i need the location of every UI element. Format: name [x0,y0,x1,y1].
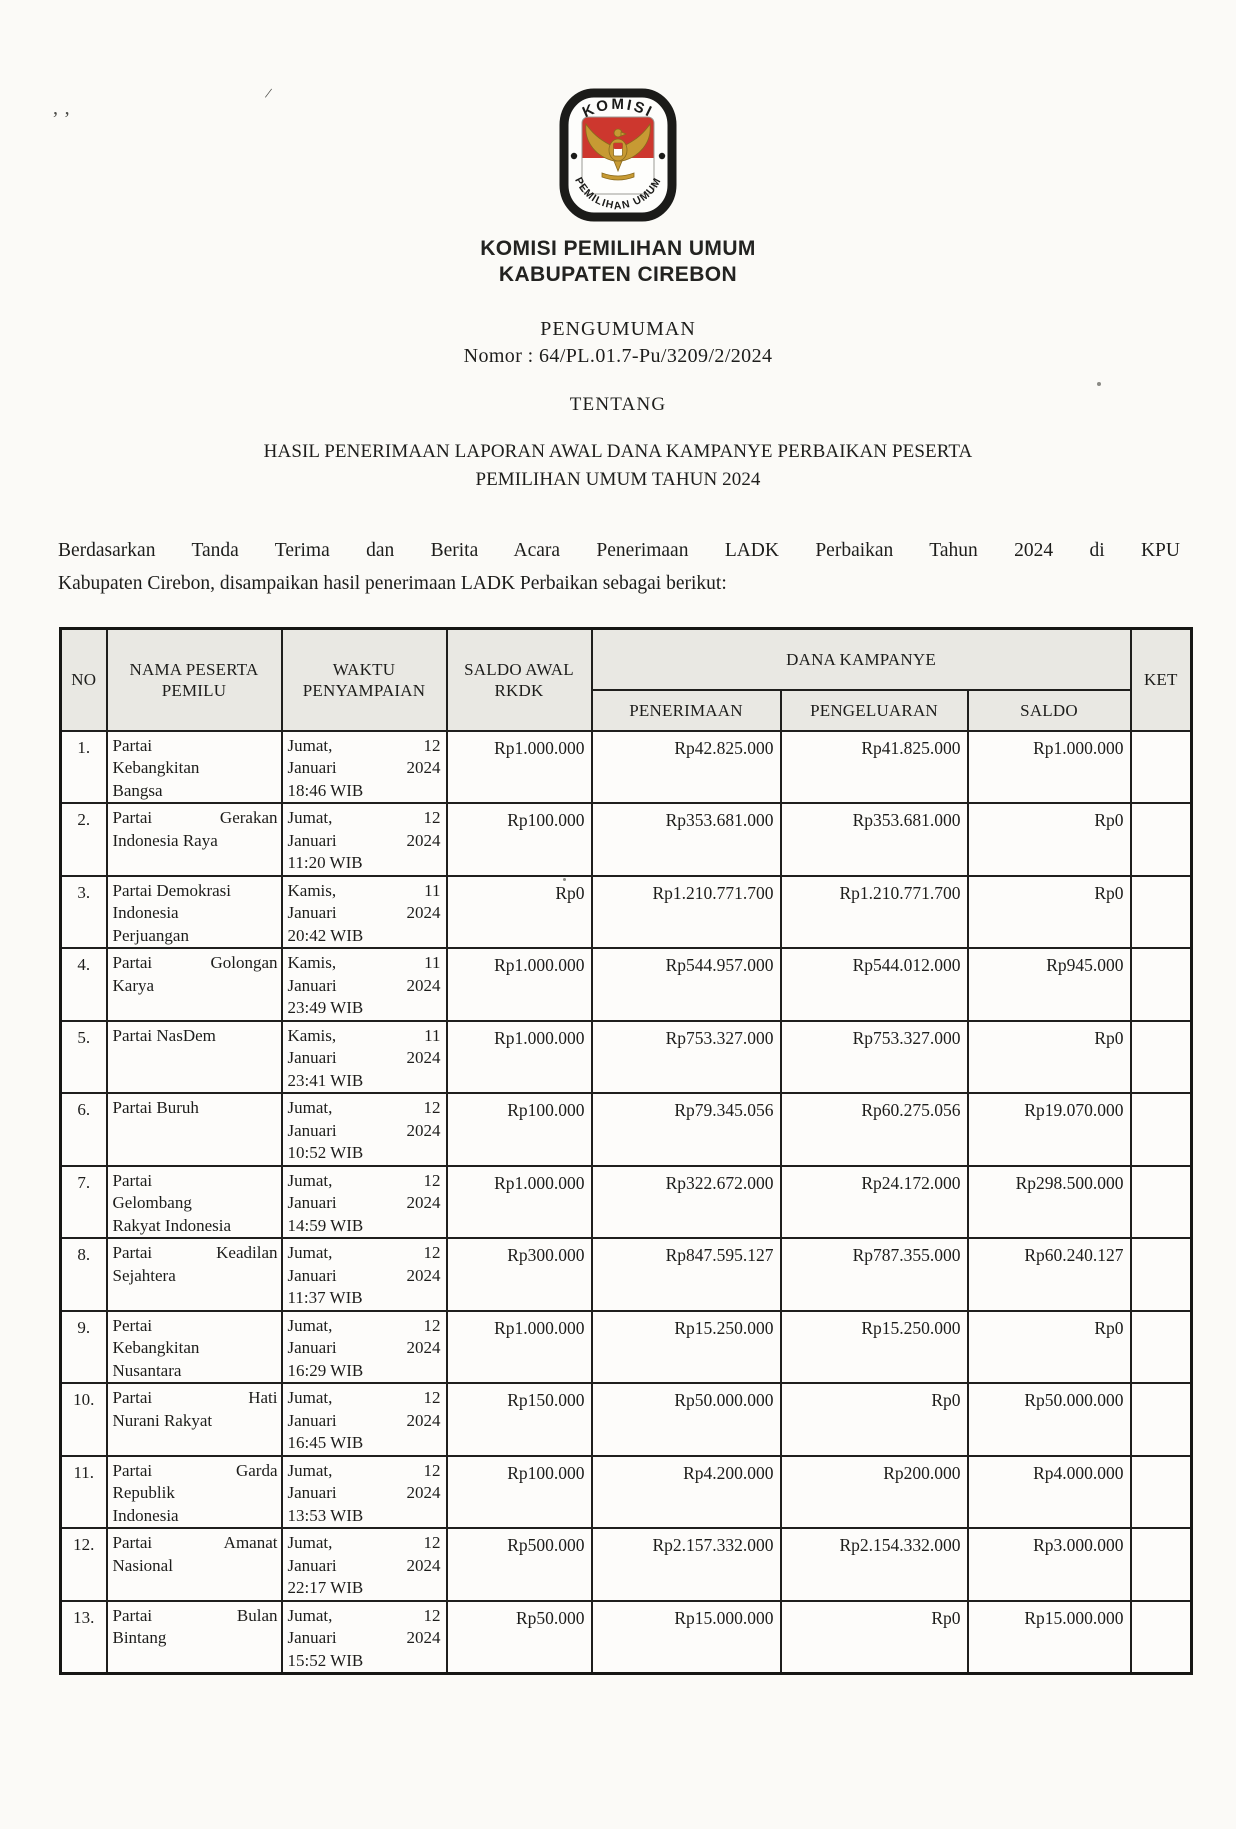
cell-no: 12. [61,1528,107,1601]
doc-number: Nomor : 64/PL.01.7-Pu/3209/2/2024 [463,345,773,367]
cell-pengeluaran: Rp24.172.000 [781,1166,968,1239]
cell-text-line: Partai Garda [112,1460,278,1480]
cell-penerimaan: Rp79.345.056 [592,1093,781,1166]
header-dana-kampanye: DANA KAMPANYE [592,629,1131,690]
cell-pengeluaran: Rp1.210.771.700 [781,876,968,949]
header-no: NO [61,629,107,731]
cell-no: 1. [61,731,107,804]
cell-ket [1131,1021,1192,1094]
cell-text-line: 13:53 WIB [287,1505,364,1525]
intro-paragraph [58,534,1180,600]
about-label: TENTANG [569,394,667,415]
cell-waktu-penyampaian [282,1528,447,1601]
cell-text-line: Indonesia [112,1505,179,1525]
header-saldo-awal: SALDO AWAL RKDK [447,629,592,731]
cell-text-line: Januari 2024 [287,830,441,850]
cell-ket [1131,1601,1192,1674]
org-line2: KABUPATEN CIREBON [498,263,738,286]
cell-text-line: 16:29 WIB [287,1360,364,1380]
cell-text-line: 16:45 WIB [287,1433,364,1452]
table-row [61,1166,1192,1239]
cell-saldo: Rp3.000.000 [968,1528,1131,1601]
cell-pengeluaran: Rp753.327.000 [781,1021,968,1094]
cell-text-line: Indonesia Raya [112,830,218,850]
cell-penerimaan: Rp50.000.000 [592,1383,781,1456]
cell-pengeluaran: Rp41.825.000 [781,731,968,804]
header-nama-peserta: NAMA PESERTA PEMILU [107,629,282,731]
cell-saldo: Rp0 [968,1021,1131,1094]
cell-no: 9. [61,1311,107,1384]
cell-ket [1131,1166,1192,1239]
table-row [61,948,1192,1021]
cell-text-line: Kamis, 11 [287,880,441,900]
cell-waktu-penyampaian [282,731,447,804]
document-page [0,86,1236,1675]
doc-title-line2: PEMILIHAN UMUM TAHUN 2024 [475,469,761,490]
cell-saldo-awal-rkdk: Rp300.000 [447,1238,592,1311]
cell-ket [1131,1528,1192,1601]
cell-no: 5. [61,1021,107,1094]
cell-penerimaan: Rp544.957.000 [592,948,781,1021]
cell-waktu-penyampaian [282,1166,447,1239]
cell-saldo-awal-rkdk: Rp1.000.000 [447,731,592,804]
cell-saldo-awal-rkdk: Rp1.000.000 [447,1166,592,1239]
table-row [61,1093,1192,1166]
cell-text-line: Jumat, 12 [287,1315,441,1335]
kpu-logo-graphic [557,86,679,224]
cell-text-line: Januari 2024 [287,1193,441,1212]
cell-text-line: 20:42 WIB [287,925,364,945]
cell-waktu-penyampaian [282,803,447,876]
cell-ket [1131,948,1192,1021]
cell-saldo: Rp945.000 [968,948,1131,1021]
cell-text-line: Jumat, 12 [287,1605,441,1625]
cell-party-name [107,731,282,804]
cell-pengeluaran: Rp0 [781,1601,968,1674]
cell-pengeluaran: Rp60.275.056 [781,1093,968,1166]
cell-text-line: Kebangkitan [112,1338,200,1357]
cell-ket [1131,803,1192,876]
cell-text-line: Januari 2024 [287,1483,441,1502]
kpu-logo [557,86,679,224]
cell-penerimaan: Rp15.000.000 [592,1601,781,1674]
cell-saldo: Rp19.070.000 [968,1093,1131,1166]
table-header [61,629,1192,731]
table-row [61,1456,1192,1529]
cell-penerimaan: Rp322.672.000 [592,1166,781,1239]
cell-ket [1131,1238,1192,1311]
cell-text-line: Partai [112,1170,153,1190]
intro-line2: Kabupaten Cirebon, disampaikan hasil penerimaan LADK Perbaikan sebagai berikut: [58,573,727,594]
header-penerimaan: PENERIMAAN [592,690,781,731]
cell-text-line: Partai Bulan [112,1605,278,1625]
cell-text-line: Partai Hati [112,1388,278,1407]
cell-text-line: Rakyat Indonesia [112,1215,231,1235]
cell-party-name [107,1093,282,1166]
cell-text-line: Partai Keadilan [112,1243,278,1262]
logo-top-text: KOMISI [579,95,657,122]
cell-saldo: Rp50.000.000 [968,1383,1131,1456]
cell-no: 2. [61,803,107,876]
cell-party-name [107,1456,282,1529]
cell-saldo-awal-rkdk: Rp100.000 [447,1093,592,1166]
cell-text-line: 22:17 WIB [287,1578,364,1597]
scan-artifact [1097,382,1101,386]
cell-party-name [107,1238,282,1311]
cell-no: 3. [61,876,107,949]
table-row [61,803,1192,876]
cell-text-line: Partai Amanat [112,1533,278,1552]
cell-saldo-awal-rkdk: Rp1.000.000 [447,1311,592,1384]
table-row [61,731,1192,804]
cell-ket [1131,1456,1192,1529]
cell-pengeluaran: Rp0 [781,1383,968,1456]
cell-party-name [107,1383,282,1456]
doc-title-line1: HASIL PENERIMAAN LAPORAN AWAL DANA KAMPANYE PERBAIKAN PESERTA [263,441,973,462]
cell-text-line: Bangsa [112,780,163,800]
cell-text-line: Jumat, 12 [287,1460,441,1480]
cell-no: 8. [61,1238,107,1311]
cell-no: 7. [61,1166,107,1239]
cell-text-line: Kamis, 11 [287,953,441,972]
cell-penerimaan: Rp353.681.000 [592,803,781,876]
table-row [61,1021,1192,1094]
announcement-table-body [61,731,1192,1674]
table-row [61,1383,1192,1456]
cell-no: 6. [61,1093,107,1166]
doc-type: PENGUMUMAN [540,318,696,340]
cell-text-line: 18:46 WIB [287,780,364,800]
cell-waktu-penyampaian [282,1601,447,1674]
cell-text-line: Jumat, 12 [287,1170,441,1190]
cell-saldo-awal-rkdk: Rp1.000.000 [447,948,592,1021]
org-line1: KOMISI PEMILIHAN UMUM [480,237,756,260]
table-row [61,1601,1192,1674]
scan-artifact: / [263,85,273,103]
cell-saldo-awal-rkdk: Rp1.000.000 [447,1021,592,1094]
header-pengeluaran: PENGELUARAN [781,690,968,731]
header-waktu: WAKTU PENYAMPAIAN [282,629,447,731]
scan-artifact: ’ ’ [52,108,71,130]
cell-text-line: Sejahtera [112,1265,176,1285]
cell-text-line: Nusantara [112,1360,182,1380]
cell-text-line: 23:41 WIB [287,1070,364,1090]
cell-no: 4. [61,948,107,1021]
cell-party-name [107,1021,282,1094]
cell-text-line: Perjuangan [112,925,189,945]
table-row [61,1238,1192,1311]
cell-party-name [107,1166,282,1239]
cell-text-line: 14:59 WIB [287,1215,364,1235]
cell-text-line: Partai Golongan [112,953,278,972]
cell-text-line: Nasional [112,1555,173,1575]
cell-text-line: Partai NasDem [112,1025,216,1045]
cell-penerimaan: Rp847.595.127 [592,1238,781,1311]
cell-penerimaan: Rp1.210.771.700 [592,876,781,949]
cell-text-line: Karya [112,975,155,995]
table-row [61,876,1192,949]
cell-text-line: Jumat, 12 [287,735,441,755]
cell-pengeluaran: Rp787.355.000 [781,1238,968,1311]
cell-text-line: Partai Gerakan [112,808,278,827]
cell-text-line: Gelombang [112,1193,192,1212]
cell-party-name [107,1528,282,1601]
cell-saldo-awal-rkdk: Rp500.000 [447,1528,592,1601]
cell-saldo-awal-rkdk: Rp100.000 [447,803,592,876]
cell-pengeluaran: Rp200.000 [781,1456,968,1529]
cell-party-name [107,803,282,876]
cell-waktu-penyampaian [282,876,447,949]
logo-bottom-text: PEMILIHAN UMUM [572,175,664,213]
cell-saldo: Rp0 [968,1311,1131,1384]
cell-text-line: 11:37 WIB [287,1288,363,1307]
cell-waktu-penyampaian [282,948,447,1021]
cell-text-line: Januari 2024 [287,1265,441,1285]
header-ket: KET [1131,629,1192,731]
cell-penerimaan: Rp753.327.000 [592,1021,781,1094]
cell-party-name [107,948,282,1021]
cell-text-line: Partai Buruh [112,1098,199,1117]
cell-waktu-penyampaian [282,1456,447,1529]
logo-right-dot [659,153,665,159]
cell-text-line: Indonesia [112,903,179,922]
cell-saldo: Rp1.000.000 [968,731,1131,804]
cell-text-line: Januari 2024 [287,1555,441,1575]
cell-text-line: Januari 2024 [287,1120,441,1140]
doc-title [0,438,1236,494]
cell-penerimaan: Rp2.157.332.000 [592,1528,781,1601]
cell-text-line: Bintang [112,1628,167,1647]
header-saldo: SALDO [968,690,1131,731]
cell-party-name [107,1601,282,1674]
cell-waktu-penyampaian [282,1311,447,1384]
cell-saldo: Rp4.000.000 [968,1456,1131,1529]
cell-ket [1131,731,1192,804]
cell-penerimaan: Rp42.825.000 [592,731,781,804]
cell-text-line: Januari 2024 [287,1048,441,1067]
cell-text-line: Januari 2024 [287,903,441,922]
cell-waktu-penyampaian [282,1021,447,1094]
logo-left-dot [571,153,577,159]
cell-text-line: 11:20 WIB [287,853,363,872]
cell-text-line: 15:52 WIB [287,1650,364,1670]
cell-text-line: Januari 2024 [287,1410,441,1430]
cell-ket [1131,876,1192,949]
cell-text-line: Januari 2024 [287,1628,441,1647]
cell-text-line: Januari 2024 [287,1338,441,1357]
cell-pengeluaran: Rp544.012.000 [781,948,968,1021]
cell-saldo: Rp298.500.000 [968,1166,1131,1239]
cell-party-name [107,1311,282,1384]
cell-saldo: Rp0 [968,876,1131,949]
intro-line1: Berdasarkan Tanda Terima dan Berita Acara Penerimaan LADK Perbaikan Tahun 2024 di KPU [58,540,1180,561]
cell-text-line: Kamis, 11 [287,1025,441,1045]
cell-text-line: Partai Demokrasi [112,880,231,900]
cell-no: 10. [61,1383,107,1456]
table-row [61,1311,1192,1384]
cell-text-line: Januari 2024 [287,758,441,777]
cell-text-line: Republik [112,1483,175,1502]
cell-text-line: Jumat, 12 [287,808,441,827]
cell-text-line: Jumat, 12 [287,1533,441,1552]
cell-text-line: Partai [112,735,153,755]
cell-penerimaan: Rp4.200.000 [592,1456,781,1529]
cell-pengeluaran: Rp2.154.332.000 [781,1528,968,1601]
org-name [0,236,1236,288]
cell-text-line: Jumat, 12 [287,1388,441,1407]
cell-pengeluaran: Rp353.681.000 [781,803,968,876]
cell-saldo-awal-rkdk: Rp50.000 [447,1601,592,1674]
cell-text-line: Kebangkitan [112,758,200,777]
cell-pengeluaran: Rp15.250.000 [781,1311,968,1384]
cell-saldo-awal-rkdk: Rp100.000 [447,1456,592,1529]
announcement-table [59,627,1193,1675]
cell-text-line: Nurani Rakyat [112,1410,213,1430]
cell-saldo: Rp60.240.127 [968,1238,1131,1311]
cell-text-line: Jumat, 12 [287,1098,441,1117]
cell-saldo-awal-rkdk: Rp150.000 [447,1383,592,1456]
cell-party-name [107,876,282,949]
cell-ket [1131,1093,1192,1166]
cell-saldo-awal-rkdk: Rp0 [447,876,592,949]
garuda-shield [614,143,623,156]
cell-text-line: 10:52 WIB [287,1143,364,1162]
cell-waktu-penyampaian [282,1238,447,1311]
cell-waktu-penyampaian [282,1093,447,1166]
cell-text-line: Januari 2024 [287,975,441,995]
cell-no: 13. [61,1601,107,1674]
cell-penerimaan: Rp15.250.000 [592,1311,781,1384]
table-row [61,1528,1192,1601]
cell-text-line: Jumat, 12 [287,1243,441,1262]
cell-text-line: Pertai [112,1315,153,1335]
cell-saldo: Rp0 [968,803,1131,876]
cell-waktu-penyampaian [282,1383,447,1456]
cell-ket [1131,1383,1192,1456]
cell-saldo: Rp15.000.000 [968,1601,1131,1674]
cell-ket [1131,1311,1192,1384]
cell-no: 11. [61,1456,107,1529]
cell-text-line: 23:49 WIB [287,998,364,1017]
